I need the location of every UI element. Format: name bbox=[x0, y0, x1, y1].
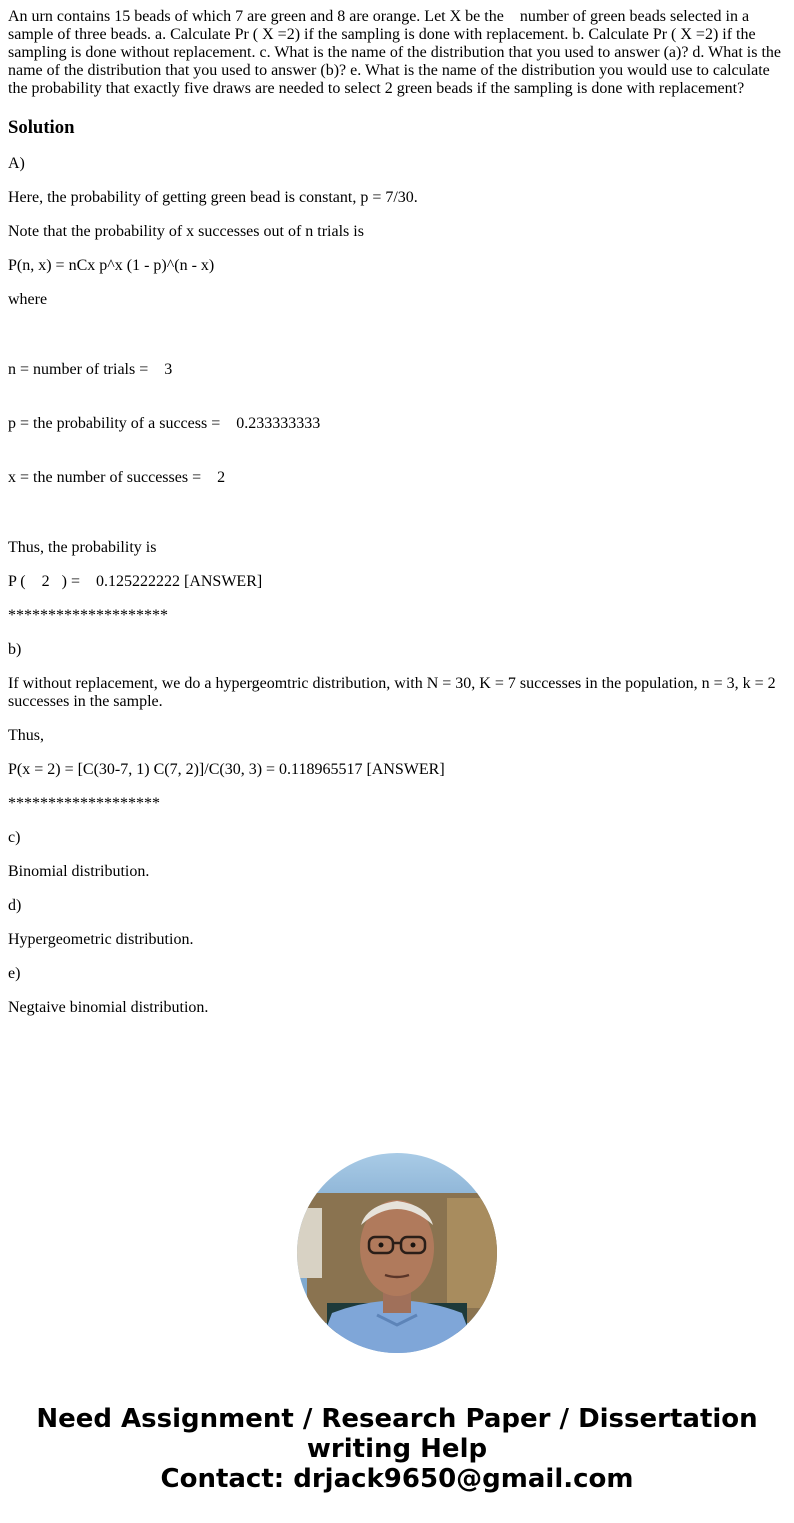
part-a-note-text: Note that the probability of x successes out of n trials is bbox=[8, 223, 364, 240]
var-x: x = the number of successes = 2 bbox=[8, 469, 226, 486]
part-b-text: If without replacement, we do a hypergeomtric distribution, with N = 30, K = 7 successes in the population, n = 3, k = 2 successes in the sample. bbox=[8, 675, 780, 710]
part-a-label: A) bbox=[8, 155, 25, 172]
promo-line-2: writing Help bbox=[306, 1434, 488, 1464]
part-b-label: b) bbox=[8, 641, 22, 658]
part-a-thus: Thus, the probability is bbox=[8, 539, 157, 556]
part-e-answer: Negtaive binomial distribution. bbox=[8, 999, 209, 1016]
part-a-variables bbox=[8, 325, 786, 523]
part-c-answer: Binomial distribution. bbox=[8, 863, 150, 880]
part-b-answer: P(x = 2) = [C(30-7, 1) C(7, 2)]/C(30, 3) = 0.118965517 [ANSWER] bbox=[8, 761, 445, 778]
promo-contact: Contact: drjack9650@gmail.com bbox=[160, 1464, 634, 1494]
part-a-probability-text: Here, the probability of getting green bead is constant, p = 7/30. bbox=[8, 189, 418, 206]
part-c-label: c) bbox=[8, 829, 21, 846]
document-body bbox=[8, 8, 786, 1017]
question-text: An urn contains 15 beads of which 7 are green and 8 are orange. Let X be the number of green beads selected in a sample of three beads. a. Calculate Pr ( X =2) if the sampling is done with replacement. b. Calculate Pr ( X =2) if the sampling is done without replacement. c. What is the name of the distribution that you used to answer (a)? d. What is the name of the distribution that you used to answer (b)? e. What is the name of the distribution you would use to calculate the probability that exactly five draws are needed to select 2 green beads if the sampling is done with replacement? bbox=[8, 8, 785, 97]
promo-line-1: Need Assignment / Research Paper / Dissertation bbox=[36, 1404, 758, 1434]
part-a-formula: P(n, x) = nCx p^x (1 - p)^(n - x) bbox=[8, 257, 215, 274]
separator-2: ******************* bbox=[8, 795, 160, 812]
separator-1: ******************** bbox=[8, 607, 168, 624]
var-n: n = number of trials = 3 bbox=[8, 361, 173, 378]
solution-heading: Solution bbox=[8, 117, 75, 138]
part-a-answer: P ( 2 ) = 0.125222222 [ANSWER] bbox=[8, 573, 263, 590]
part-a-where: where bbox=[8, 291, 48, 308]
avatar-portrait bbox=[297, 1153, 497, 1353]
part-d-answer: Hypergeometric distribution. bbox=[8, 931, 194, 948]
promo-banner bbox=[0, 1404, 794, 1494]
author-avatar bbox=[297, 1153, 497, 1353]
part-b-thus: Thus, bbox=[8, 727, 44, 744]
part-e-label: e) bbox=[8, 965, 21, 982]
part-d-label: d) bbox=[8, 897, 22, 914]
var-p: p = the probability of a success = 0.233333333 bbox=[8, 415, 321, 432]
